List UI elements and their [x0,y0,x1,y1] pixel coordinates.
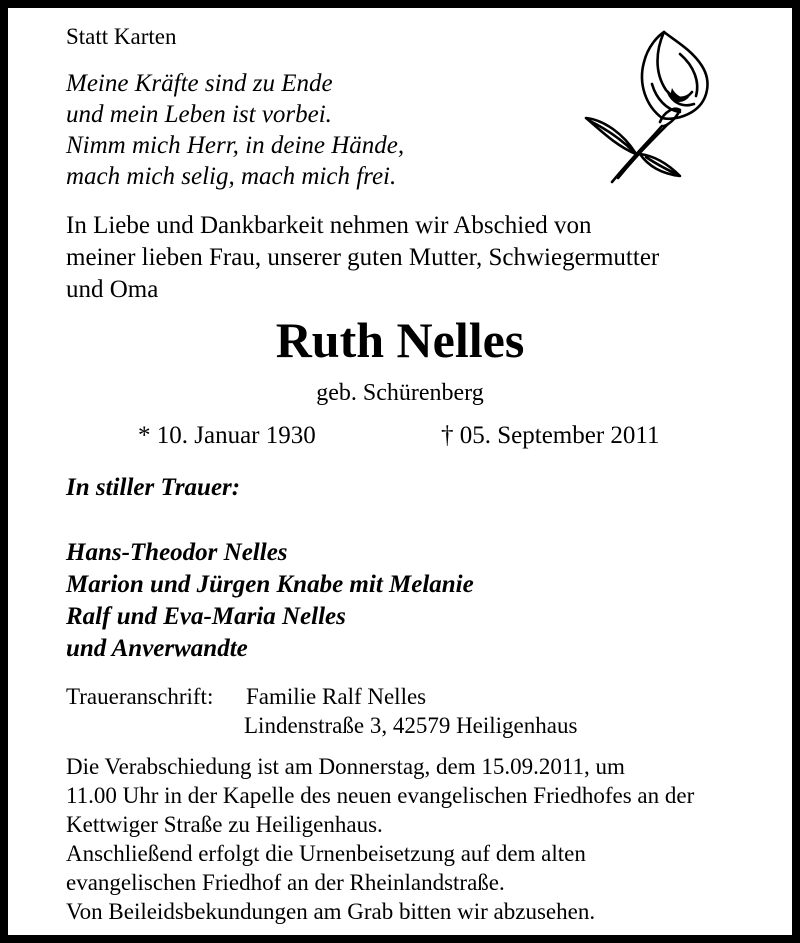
service-info [66,752,694,926]
mourner-name: Marion und Jürgen Knabe mit Melanie [66,571,474,598]
mourners-list [66,537,474,665]
intro-text [66,210,659,306]
service-line: 11.00 Uhr in der Kapelle des neuen evangelischen Friedhofes an der [66,783,695,808]
address-line-1: Familie Ralf Nelles [246,684,427,709]
poem [66,68,404,192]
birth-date: * 10. Januar 1930 [138,422,316,449]
intro-line: meiner lieben Frau, unserer guten Mutter, Schwiegermutter [66,244,660,271]
mourners-heading: In stiller Trauer: [66,474,241,501]
service-line: Die Verabschiedung ist am Donnerstag, dem 15.09.2011, um [66,754,625,779]
mourner-name: und Anverwandte [66,635,248,662]
birth-name: geb. Schürenberg [316,380,484,406]
mourner-name: Ralf und Eva-Maria Nelles [66,603,346,630]
address-label: Traueranschrift: [66,684,214,709]
intro-line: In Liebe und Dankbarkeit nehmen wir Abschied von [66,212,592,239]
mourner-name: Hans-Theodor Nelles [66,539,288,566]
intro-line: und Oma [66,276,159,303]
poem-line: mach mich selig, mach mich frei. [66,163,397,190]
service-line: evangelischen Friedhof an der Rheinlandstraße. [66,870,505,895]
service-line: Von Beileidsbekundungen am Grab bitten wir abzusehen. [66,899,596,924]
poem-line: Meine Kräfte sind zu Ende [66,70,333,97]
rose-icon [576,26,716,190]
service-line: Anschließend erfolgt die Urnenbeisetzung auf dem alten [66,841,586,866]
poem-line: Nimm mich Herr, in deine Hände, [66,132,405,159]
address-line-2: Lindenstraße 3, 42579 Heiligenhaus [244,713,578,738]
deceased-name: Ruth Nelles [275,312,525,368]
service-line: Kettwiger Straße zu Heiligenhaus. [66,812,383,837]
poem-line: und mein Leben ist vorbei. [66,101,332,128]
header-text: Statt Karten [66,24,177,49]
death-date: † 05. September 2011 [441,422,660,449]
